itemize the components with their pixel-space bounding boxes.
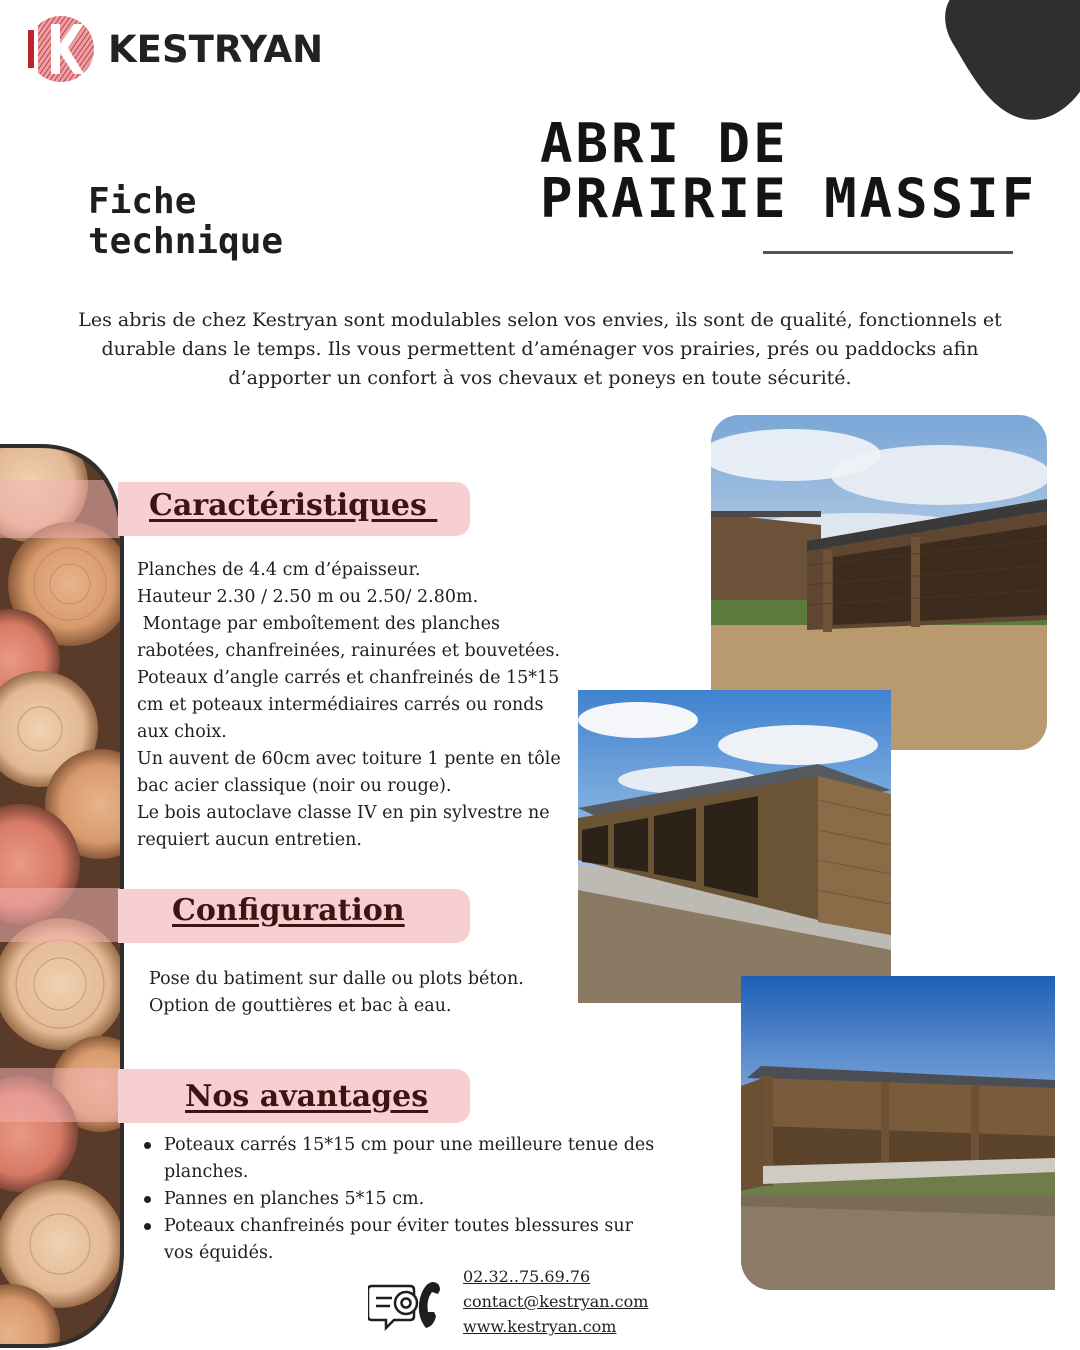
text-line: Hauteur 2.30 / 2.50 m ou 2.50/ 2.80m. [137, 587, 479, 607]
text-line: Le bois autoclave classe IV en pin sylvestre ne [137, 803, 550, 823]
shelter-photo-2 [578, 690, 891, 1003]
document-subtitle [88, 182, 283, 262]
list-item: Poteaux carrés 15*15 cm pour une meilleure tenue des planches. [140, 1132, 660, 1186]
website-link[interactable]: www.kestryan.com [463, 1317, 617, 1336]
intro-line: Les abris de chez Kestryan sont modulables selon vos envies, ils sont de qualité, fonctionnels et [78, 309, 1002, 331]
text-line: Montage par emboîtement des planches [137, 614, 500, 634]
title-line-1: ABRI DE [540, 112, 789, 175]
kestryan-logo-icon [24, 12, 98, 86]
text-line: Option de gouttières et bac à eau. [149, 996, 452, 1016]
decorative-blob [940, 0, 1080, 130]
brand-logo [24, 12, 323, 86]
configuration-text [149, 966, 524, 1020]
text-line: Planches de 4.4 cm d’épaisseur. [137, 560, 421, 580]
title-line-2: PRAIRIE MASSIF [540, 167, 1038, 230]
text-line: Un auvent de 60cm avec toiture 1 pente en tôle [137, 749, 561, 769]
title-divider [763, 251, 1013, 254]
contact-block [463, 1264, 648, 1339]
text-line: rabotées, chanfreinées, rainurées et bouvetées. [137, 641, 561, 661]
text-line: cm et poteaux intermédiaires carrés ou ronds [137, 695, 544, 715]
brand-name: KESTRYAN [108, 27, 324, 71]
advantages-list [140, 1132, 660, 1267]
section-title-avantages: Nos avantages [185, 1079, 429, 1114]
intro-line: durable dans le temps. Ils vous permettent d’aménager vos prairies, prés ou paddocks afin [101, 338, 979, 360]
email-link[interactable]: contact@kestryan.com [463, 1292, 649, 1311]
text-line: bac acier classique (noir ou rouge). [137, 776, 452, 796]
text-line: requiert aucun entretien. [137, 830, 362, 850]
shelter-photo-3 [741, 976, 1055, 1290]
contact-icon [368, 1276, 446, 1334]
text-line: Poteaux d’angle carrés et chanfreinés de 15*15 [137, 668, 560, 688]
subtitle-line-1: Fiche [88, 181, 197, 222]
phone-link[interactable]: 02.32..75.69.76 [463, 1267, 591, 1286]
intro-paragraph [70, 306, 1010, 393]
caracteristiques-text [137, 557, 561, 854]
section-title-caracteristiques: Caractéristiques [149, 488, 438, 523]
section-title-configuration: Configuration [172, 893, 405, 928]
page-title [540, 112, 1038, 230]
wood-logs-image [0, 444, 126, 1348]
list-item: Pannes en planches 5*15 cm. [140, 1186, 660, 1213]
intro-line: d’apporter un confort à vos chevaux et poneys en toute sécurité. [228, 367, 852, 389]
list-item: Poteaux chanfreinés pour éviter toutes blessures sur vos équidés. [140, 1213, 660, 1267]
text-line: aux choix. [137, 722, 227, 742]
subtitle-line-2: technique [88, 221, 284, 262]
text-line: Pose du batiment sur dalle ou plots béton. [149, 969, 524, 989]
